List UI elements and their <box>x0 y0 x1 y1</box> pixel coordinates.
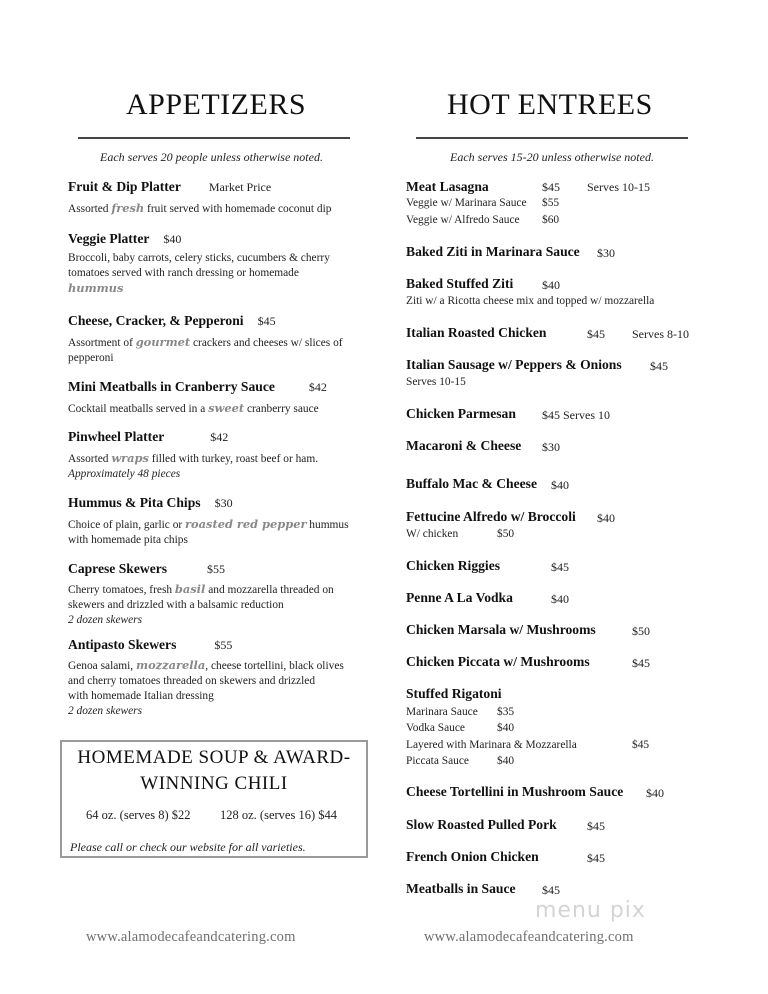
meat-lasagna-serves: Serves 10-15 <box>587 180 650 194</box>
italian-sausage-price: $45 <box>650 359 668 373</box>
item-price: $30 <box>214 496 233 510</box>
french-onion-chicken-price: $45 <box>587 851 605 865</box>
item-price: $55 <box>207 562 226 576</box>
meat-lasagna-price: $45 <box>542 180 560 194</box>
rigatoni-layered: Layered with Marinara & Mozzarella <box>406 739 577 751</box>
soup-price-64oz: 64 oz. (serves 8) $22 <box>86 808 191 822</box>
item-description: Assorted fresh fruit served with homemade coconut dip <box>68 201 332 215</box>
baked-ziti: Baked Ziti in Marinara Sauce <box>406 244 580 259</box>
pinwheel-platter <box>68 428 318 482</box>
rigatoni-piccata: Piccata Sauce <box>406 755 469 767</box>
entrees-divider <box>416 137 688 139</box>
item-name: Hummus & Pita Chips <box>68 495 201 510</box>
french-onion-chicken: French Onion Chicken <box>406 849 539 864</box>
baked-stuffed-ziti: Baked Stuffed Ziti <box>406 276 514 291</box>
roasted-chicken-serves: Serves 8-10 <box>632 327 689 341</box>
item-name: Antipasto Skewers <box>68 637 177 652</box>
rigatoni-marinara-price: $35 <box>497 706 515 718</box>
rigatoni-vodka-price: $40 <box>497 722 515 734</box>
buffalo-mac-cheese-price: $40 <box>551 478 569 492</box>
caprese-skewers <box>68 560 334 628</box>
item-description: Cocktail meatballs served in a sweet cranberry sauce <box>68 401 319 415</box>
cheese-tortellini-price: $40 <box>646 786 664 800</box>
menupix-watermark: menu pix <box>535 898 646 923</box>
appetizers-heading: APPETIZERS <box>126 88 307 121</box>
stuffed-rigatoni: Stuffed Rigatoni <box>406 686 502 701</box>
chicken-parmesan-price: $45 Serves 10 <box>542 408 610 422</box>
item-price: $55 <box>214 638 233 652</box>
item-description: Broccoli, baby carrots, celery sticks, cucumbers & cherry tomatoes served with ranch dressing or homemade hummus <box>68 252 330 295</box>
veggie-marinara-option: Veggie w/ Marinara Sauce <box>406 197 527 209</box>
item-description: Genoa salami, mozzarella, cheese tortellini, black olives and cherry tomatoes threaded on skewers and drizzled with homemade Italian dressing 2 dozen skewers <box>68 658 344 717</box>
item-description: Assortment of gourmet crackers and cheeses w/ slices of pepperoni <box>68 335 343 364</box>
roasted-chicken-price: $45 <box>587 327 605 341</box>
baked-ziti-price: $30 <box>597 246 615 260</box>
item-name: Caprese Skewers <box>68 561 168 576</box>
item-description: Choice of plain, garlic or roasted red pepper hummus with homemade pita chips <box>68 517 349 546</box>
italian-sausage: Italian Sausage w/ Peppers & Onions <box>406 357 622 372</box>
rigatoni-marinara: Marinara Sauce <box>406 706 478 718</box>
italian-roasted-chicken: Italian Roasted Chicken <box>406 325 547 340</box>
soup-chili-title: HOMEMADE SOUP & AWARD-WINNING CHILI <box>77 747 351 794</box>
hummus-pita-chips <box>68 494 349 548</box>
item-name: Fruit & Dip Platter <box>68 179 181 194</box>
chicken-piccata-price: $45 <box>632 656 650 670</box>
soup-price-128oz: 128 oz. (serves 16) $44 <box>220 808 337 822</box>
footer-website-left[interactable]: www.alamodecafeandcatering.com <box>86 929 296 945</box>
mini-meatballs <box>68 378 327 417</box>
entrees-note: Each serves 15-20 unless otherwise noted. <box>450 150 654 164</box>
macaroni-cheese-price: $30 <box>542 440 560 454</box>
item-price: $40 <box>163 232 182 246</box>
cheese-tortellini: Cheese Tortellini in Mushroom Sauce <box>406 784 624 799</box>
item-name: Veggie Platter <box>68 231 150 246</box>
item-name: Pinwheel Platter <box>68 429 165 444</box>
penne-vodka: Penne A La Vodka <box>406 590 513 605</box>
soup-note: Please call or check our website for all varieties. <box>70 840 306 854</box>
veggie-marinara-price: $55 <box>542 197 560 209</box>
fettucine-chicken-option: W/ chicken <box>406 528 459 540</box>
chicken-marsala-price: $50 <box>632 624 650 638</box>
item-price: Market Price <box>208 180 272 194</box>
item-description: Assorted wraps filled with turkey, roast beef or ham. Approximately 48 pieces <box>68 451 319 480</box>
item-name: Meat Lasagna <box>406 179 489 194</box>
fruit-dip-platter <box>68 178 331 217</box>
hot-entrees-heading: HOT ENTREES <box>447 88 653 121</box>
meatballs-in-sauce: Meatballs in Sauce <box>406 881 516 896</box>
fettucine-alfredo: Fettucine Alfredo w/ Broccoli <box>406 509 576 524</box>
item-name: Mini Meatballs in Cranberry Sauce <box>68 379 275 394</box>
meat-lasagna <box>406 178 489 196</box>
appetizers-note: Each serves 20 people unless otherwise noted. <box>100 150 323 164</box>
antipasto-skewers <box>68 636 344 719</box>
item-description: Cherry tomatoes, fresh basil and mozzarella threaded on skewers and drizzled with a balsamic reduction 2 dozen skewers <box>68 582 334 626</box>
pulled-pork: Slow Roasted Pulled Pork <box>406 817 557 832</box>
rigatoni-piccata-price: $40 <box>497 755 515 767</box>
chicken-marsala: Chicken Marsala w/ Mushrooms <box>406 622 596 637</box>
fettucine-alfredo-price: $40 <box>597 511 615 525</box>
appetizers-divider <box>78 137 350 139</box>
italian-sausage-serves: Serves 10-15 <box>406 376 466 388</box>
penne-vodka-price: $40 <box>551 592 569 606</box>
item-price: $42 <box>308 380 327 394</box>
item-name: Cheese, Cracker, & Pepperoni <box>68 313 244 328</box>
veggie-alfredo-option: Veggie w/ Alfredo Sauce <box>406 214 520 226</box>
cheese-cracker-pepperoni <box>68 312 343 366</box>
pulled-pork-price: $45 <box>587 819 605 833</box>
baked-stuffed-ziti-price: $40 <box>542 278 560 292</box>
fettucine-chicken-price: $50 <box>497 528 515 540</box>
soup-chili-box <box>60 740 368 858</box>
chicken-parmesan: Chicken Parmesan <box>406 406 516 421</box>
item-price: $42 <box>210 430 229 444</box>
baked-stuffed-ziti-desc: Ziti w/ a Ricotta cheese mix and topped w/ mozzarella <box>406 295 655 307</box>
footer-website-right[interactable]: www.alamodecafeandcatering.com <box>424 929 634 945</box>
chicken-riggies-price: $45 <box>551 560 569 574</box>
macaroni-cheese: Macaroni & Cheese <box>406 438 522 453</box>
item-price: $45 <box>257 314 276 328</box>
chicken-riggies: Chicken Riggies <box>406 558 501 573</box>
rigatoni-vodka: Vodka Sauce <box>406 722 465 734</box>
rigatoni-layered-price: $45 <box>632 739 650 751</box>
veggie-platter <box>68 230 330 296</box>
buffalo-mac-cheese: Buffalo Mac & Cheese <box>406 476 537 491</box>
meatballs-in-sauce-price: $45 <box>542 883 560 897</box>
chicken-piccata: Chicken Piccata w/ Mushrooms <box>406 654 590 669</box>
veggie-alfredo-price: $60 <box>542 214 560 226</box>
